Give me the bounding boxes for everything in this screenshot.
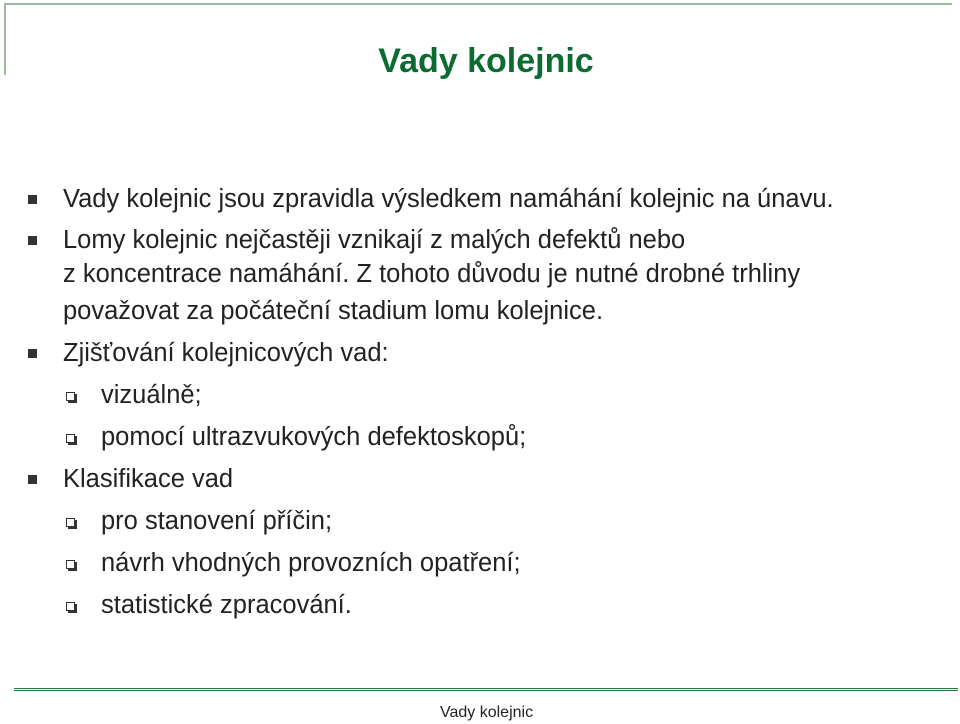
bullet-item [0,181,960,217]
checkbox-bullet-icon [66,392,75,401]
bullet-continuation [0,293,960,329]
bullet-text: Lomy kolejnic nejčastěji vznikají z malých defektů nebo [63,226,686,254]
footer-title: Vady kolejnic [440,704,534,721]
checkbox-bullet-icon [66,602,75,611]
sub-bullet-item [0,545,960,581]
bullet-item [0,222,960,258]
bullet-text: Zjišťování kolejnicových vad: [63,339,389,367]
bullet-text: považovat za počáteční stadium lomu kolejnice. [63,297,604,325]
sub-bullet-text: pomocí ultrazvukových defektoskopů; [101,423,527,451]
checkbox-bullet-icon [66,518,75,527]
sub-bullet-item [0,419,960,455]
bullet-text: Vady kolejnic jsou zpravidla výsledkem namáhání kolejnic na únavu. [63,185,834,213]
checkbox-bullet-icon [66,434,75,443]
square-bullet-icon [28,349,37,358]
bullet-item [0,335,960,371]
slide-title: Vady kolejnic [378,41,594,80]
bullet-text: Klasifikace vad [63,465,234,493]
bullet-item [0,461,960,497]
square-bullet-icon [28,195,37,204]
checkbox-bullet-icon [66,560,75,569]
footer-divider [14,688,958,691]
sub-bullet-text: statistické zpracování. [101,591,352,619]
sub-bullet-item [0,503,960,539]
sub-bullet-text: vizuálně; [101,381,202,409]
square-bullet-icon [28,236,37,245]
sub-bullet-item [0,377,960,413]
bullet-continuation [0,256,960,292]
bullet-text: z koncentrace namáhání. Z tohoto důvodu je nutné drobné trhliny [63,260,801,288]
sub-bullet-text: pro stanovení příčin; [101,507,333,535]
sub-bullet-item [0,587,960,623]
square-bullet-icon [28,475,37,484]
sub-bullet-text: návrh vhodných provozních opatření; [101,549,521,577]
